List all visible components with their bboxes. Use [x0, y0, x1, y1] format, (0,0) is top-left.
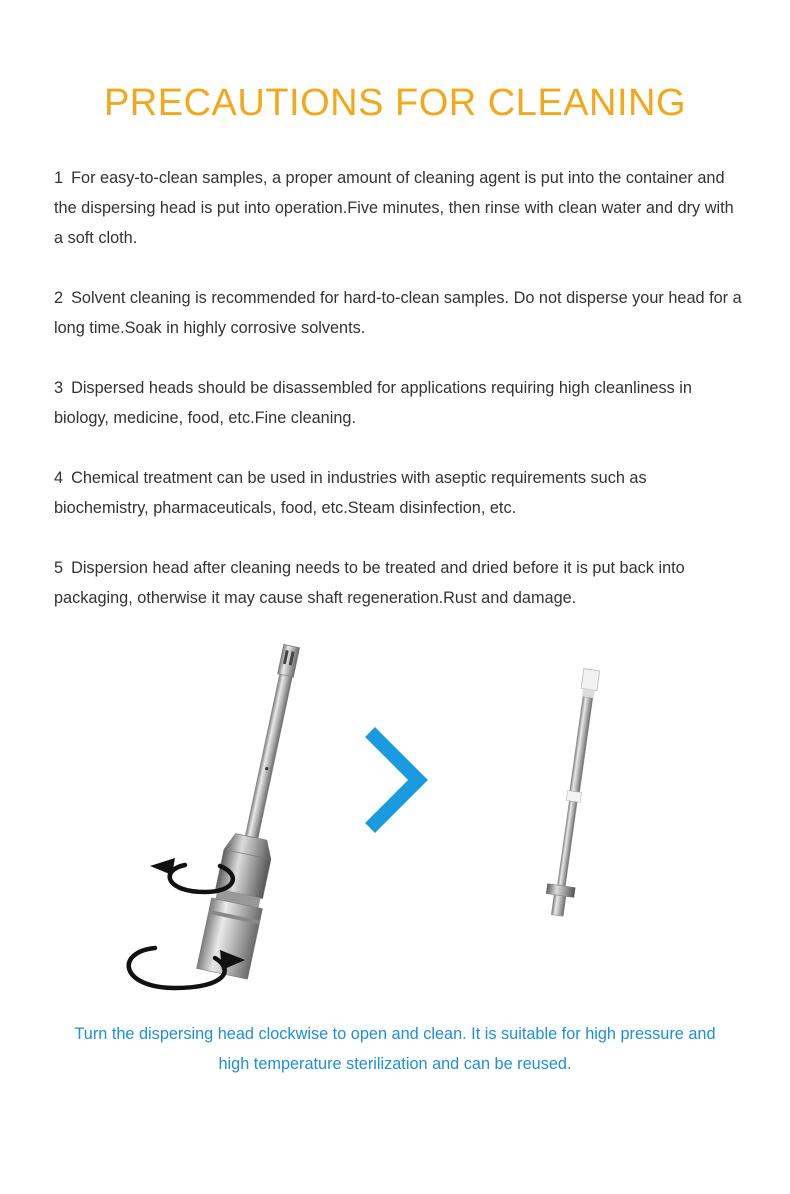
dispersing-shaft-disassembled-image	[543, 668, 605, 917]
list-item	[54, 163, 744, 253]
list-item	[54, 463, 744, 523]
chevron-right-icon	[370, 732, 418, 828]
list-item	[54, 283, 744, 343]
step-number: 3	[54, 379, 64, 397]
step-text: Solvent cleaning is recommended for hard-to-clean samples. Do not disperse your head for a long time.Soak in highly corrosive solvents.	[54, 289, 742, 337]
step-text: For easy-to-clean samples, a proper amount of cleaning agent is put into the container and the dispersing head is put into operation.Five minutes, then rinse with clean water and dry with a soft cloth.	[54, 169, 734, 247]
step-number: 5	[54, 559, 64, 577]
step-number: 1	[54, 169, 64, 187]
step-text: Chemical treatment can be used in industries with aseptic requirements such as biochemistry, pharmaceuticals, food, etc.Steam disinfection, etc.	[54, 469, 647, 517]
dispersing-head-assembled-image	[197, 641, 318, 979]
step-text: Dispersed heads should be disassembled for applications requiring high cleanliness in biology, medicine, food, etc.Fine cleaning.	[54, 379, 692, 427]
cleaning-illustration	[100, 630, 660, 1000]
step-number: 4	[54, 469, 64, 487]
page-title: PRECAUTIONS FOR CLEANING	[103, 82, 687, 124]
step-number: 2	[54, 289, 64, 307]
list-item	[54, 373, 744, 433]
list-item	[54, 553, 744, 613]
cleaning-steps-list	[54, 163, 744, 643]
step-text: Dispersion head after cleaning needs to be treated and dried before it is put back into packaging, otherwise it may cause shaft regeneration.Rust and damage.	[54, 559, 685, 607]
figure-caption: Turn the dispersing head clockwise to open and clean. It is suitable for high pressure and high temperature sterilization and can be reused.	[74, 1025, 716, 1073]
